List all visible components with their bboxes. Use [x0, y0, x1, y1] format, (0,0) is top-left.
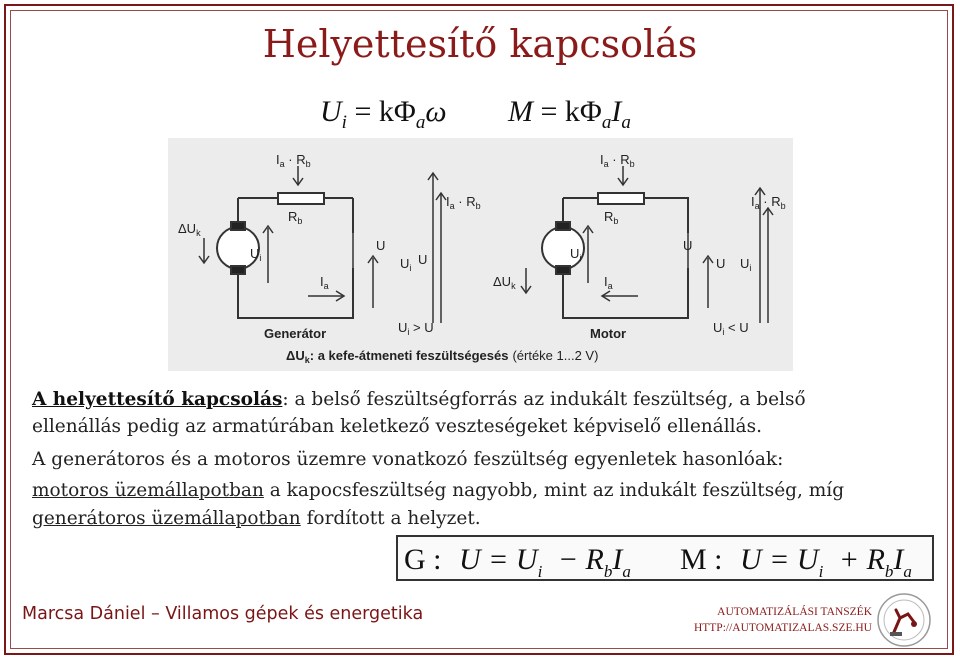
mot-drop-label: $\Delta U_k$: [493, 274, 516, 291]
gen-ia-rb-label: $I_a \cdot R_b$: [276, 152, 311, 169]
gen-u2-label: U: [418, 252, 428, 267]
department-url: HTTP://AUTOMATIZALAS.SZE.HU: [693, 622, 872, 634]
gen-ia-rb-right-label: $I_a \cdot R_b$: [446, 194, 481, 211]
body-line-3: A generátoros és a motoros üzemre vonatkozó feszültség egyenletek hasonlóak:: [32, 449, 784, 470]
mot-condition-label: $U_i < U$: [713, 320, 749, 337]
circuit-diagram: [168, 138, 793, 371]
induced-voltage-formula: $U_i = k\Phi_a\omega$: [320, 95, 447, 133]
mot-title-label: Motor: [590, 326, 627, 341]
mot-ui-label: $U_i$: [570, 246, 582, 263]
mot-u2-label: U: [716, 256, 726, 271]
body-line-5: generátoros üzemállapotban fordított a helyzet.: [32, 508, 481, 529]
torque-formula: $M = k\Phi_aI_a$: [508, 95, 631, 133]
gen-rb-label: $R_b$: [288, 209, 303, 226]
gen-ui2-label: $U_i$: [400, 256, 412, 273]
mot-ia-rb-label: $I_a \cdot R_b$: [600, 152, 635, 169]
mot-ia-rb-right-label: $I_a \cdot R_b$: [751, 194, 786, 211]
body-line-2: ellenállás pedig az armatúrában keletkező veszteségeket képviselő ellenállás.: [32, 416, 762, 437]
generator-mode-term: generátoros üzemállapotban: [32, 508, 301, 529]
footer-author: Marcsa Dániel – Villamos gépek és energetika: [22, 604, 424, 624]
generator-equation: G : $U = U_i - R_bI_a$: [404, 543, 631, 581]
definition-term: A helyettesítő kapcsolás: [32, 389, 283, 410]
definition-text: : a belső feszültségforrás az indukált feszültség, a belső: [282, 389, 806, 410]
voltage-equations-box: [396, 535, 934, 581]
gen-ia-label: $I_a$: [320, 274, 329, 291]
gen-drop-label: $\Delta U_k$: [178, 221, 201, 238]
motor-mode-term: motoros üzemállapotban: [32, 480, 264, 501]
mot-ui2-label: $U_i$: [740, 256, 752, 273]
mot-ia-label: $I_a$: [604, 274, 613, 291]
mot-u-label: U: [683, 238, 693, 253]
university-logo-icon: [876, 592, 932, 648]
department-name: AUTOMATIZÁLÁSI TANSZÉK: [717, 606, 872, 618]
mot-rb-label: $R_b$: [604, 209, 619, 226]
footer-department: [694, 604, 872, 636]
definition-line: [32, 386, 940, 413]
gen-condition-label: $U_i > U$: [398, 320, 434, 337]
slide-title: Helyettesítő kapcsolás: [262, 22, 698, 66]
gen-u-label: U: [376, 238, 386, 253]
gen-title-label: Generátor: [264, 326, 327, 341]
gen-ui-label: $U_i$: [250, 246, 262, 263]
figure-caption: $\Delta U_k$: a kefe-átmeneti feszültségesés (értéke 1...2 V): [286, 348, 599, 365]
equivalent-circuit-figure: [168, 138, 793, 371]
body-line-4: motoros üzemállapotban a kapocsfeszültség nagyobb, mint az indukált feszültség, míg: [32, 480, 845, 501]
motor-equation: M : $U = U_i + R_bI_a$: [680, 543, 912, 581]
